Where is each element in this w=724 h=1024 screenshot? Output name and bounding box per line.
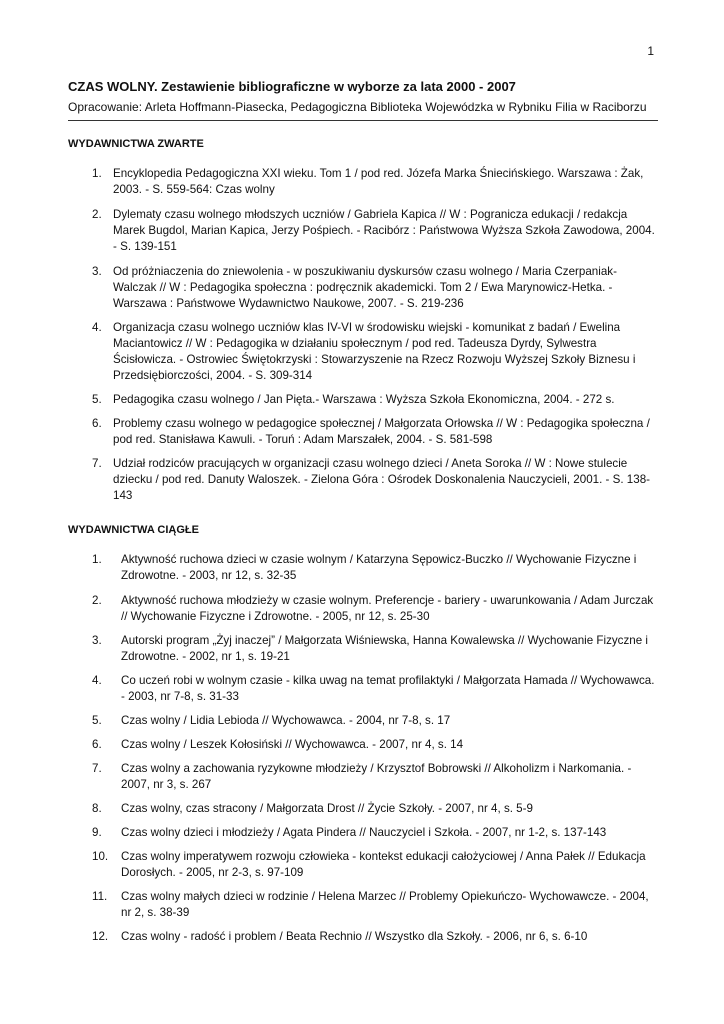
item-text: Czas wolny dzieci i młodzieży / Agata Pindera // Nauczyciel i Szkoła. - 2007, nr 1-2, s. 137-143 (121, 826, 607, 839)
item-text: Czas wolny / Leszek Kołosiński // Wychowawca. - 2007, nr 4, s. 14 (121, 738, 464, 751)
item-text: Czas wolny małych dzieci w rodzinie / Helena Marzec // Problemy Opiekuńczo- Wychowawcze. - 2004, nr 2, s. 38-39 (121, 890, 649, 919)
section-heading-wydawnictwa-zwarte: WYDAWNICTWA ZWARTE (68, 138, 204, 150)
document-subtitle: Opracowanie: Arleta Hoffmann-Piasecka, Pedagogiczna Biblioteka Wojewódzka w Rybniku Filia w Raciborzu (68, 100, 647, 114)
item-number: 1. (92, 553, 102, 566)
item-text: Czas wolny a zachowania ryzykowne młodzieży / Krzysztof Bobrowski // Alkoholizm i Narkomania. - 2007, nr 3, s. 267 (121, 762, 632, 791)
item-number: 9. (92, 826, 102, 839)
item-text: Autorski program „Żyj inaczej” / Małgorzata Wiśniewska, Hanna Kowalewska // Wychowanie Fizyczne i Zdrowotne. - 2002, nr 1, s. 19-21 (121, 634, 648, 663)
item-number: 2. (92, 208, 102, 221)
document-title: CZAS WOLNY. Zestawienie bibliograficzne w wyborze za lata 2000 - 2007 (68, 79, 516, 94)
item-text: Problemy czasu wolnego w pedagogice społecznej / Małgorzata Orłowska // W : Pedagogika społeczna / pod red. Stanisława Kawuli. - Toruń : Adam Marszałek, 2004. - S. 581-598 (113, 417, 650, 446)
item-text: Od próżniaczenia do zniewolenia - w poszukiwaniu dyskursów czasu wolnego / Maria Czerpaniak-Walczak // W : Pedagogika społeczna : podręcznik akademicki. Tom 2 / Ewa Marynowicz-Hetka. - Warszawa : Państwowe Wydawnictwo Naukowe, 2007. - S. 219-236 (113, 265, 617, 310)
item-number: 3. (92, 265, 102, 278)
item-text: Czas wolny, czas stracony / Małgorzata Drost // Życie Szkoły. - 2007, nr 4, s. 5-9 (121, 802, 533, 815)
item-number: 6. (92, 417, 102, 430)
item-number: 11. (92, 890, 108, 903)
item-text: Aktywność ruchowa dzieci w czasie wolnym / Katarzyna Sępowicz-Buczko // Wychowanie Fizyczne i Zdrowotne. - 2003, nr 12, s. 32-35 (121, 553, 637, 582)
item-number: 12. (92, 930, 109, 943)
item-number: 1. (92, 167, 102, 180)
item-number: 2. (92, 594, 102, 607)
item-number: 8. (92, 802, 102, 815)
item-text: Czas wolny imperatywem rozwoju człowieka - kontekst edukacji całożyciowej / Anna Pałek // Edukacja Dorosłych. - 2005, nr 2-3, s. 97-109 (121, 850, 646, 879)
item-number: 4. (92, 321, 102, 334)
title-divider (68, 120, 658, 121)
item-number: 6. (92, 738, 102, 751)
item-number: 4. (92, 674, 102, 687)
item-text: Udział rodziców pracujących w organizacji czasu wolnego dzieci / Aneta Soroka // W : Nowe stulecie dziecku / pod red. Danuty Waloszek. - Zielona Góra : Ośrodek Doskonalenia Nauczycieli, 2001. - S. 138-143 (113, 457, 651, 502)
item-text: Encyklopedia Pedagogiczna XXI wieku. Tom 1 / pod red. Józefa Marka Śniecińskiego. Warszawa : Żak, 2003. - S. 559-564: Czas wolny (113, 167, 644, 196)
item-number: 5. (92, 714, 102, 727)
item-number: 5. (92, 393, 102, 406)
item-text: Czas wolny / Lidia Lebioda // Wychowawca. - 2004, nr 7-8, s. 17 (121, 714, 451, 727)
page-number: 1 (647, 44, 654, 58)
item-text: Co uczeń robi w wolnym czasie - kilka uwag na temat profilaktyki / Małgorzata Hamada // Wychowawca. - 2003, nr 7-8, s. 31-33 (121, 674, 655, 703)
item-number: 7. (92, 762, 102, 775)
item-number: 7. (92, 457, 102, 470)
item-text: Aktywność ruchowa młodzieży w czasie wolnym. Preferencje - bariery - uwarunkowania / Adam Jurczak // Wychowanie Fizyczne i Zdrowotne. - 2005, nr 12, s. 25-30 (121, 594, 654, 623)
section-heading-wydawnictwa-ciagle: WYDAWNICTWA CIĄGŁE (68, 524, 199, 536)
item-text: Pedagogika czasu wolnego / Jan Pięta.- Warszawa : Wyższa Szkoła Ekonomiczna, 2004. - 272 s. (113, 393, 615, 406)
item-number: 10. (92, 850, 109, 863)
item-text: Czas wolny - radość i problem / Beata Rechnio // Wszystko dla Szkoły. - 2006, nr 6, s. 6-10 (121, 930, 588, 943)
item-text: Organizacja czasu wolnego uczniów klas IV-VI w środowisku wiejski - komunikat z badań / Ewelina Maciantowicz // W : Pedagogika w działaniu społecznym / pod red. Tadeusza Dyrdy, Sylwestra Ścisłowicza. - Ostrowiec Świętokrzyski : Stowarzyszenie na Rzecz Rozwoju Wyższej Szkoły Biznesu i Przedsiębiorczości, 2004. - S. 309-314 (113, 321, 636, 382)
item-text: Dylematy czasu wolnego młodszych uczniów / Gabriela Kapica // W : Pogranicza edukacji / redakcja Marek Bugdol, Marian Kapica, Jerzy Pośpiech. - Racibórz : Państwowa Wyższa Szkoła Zawodowa, 2004. - S. 139-151 (113, 208, 655, 253)
item-number: 3. (92, 634, 102, 647)
